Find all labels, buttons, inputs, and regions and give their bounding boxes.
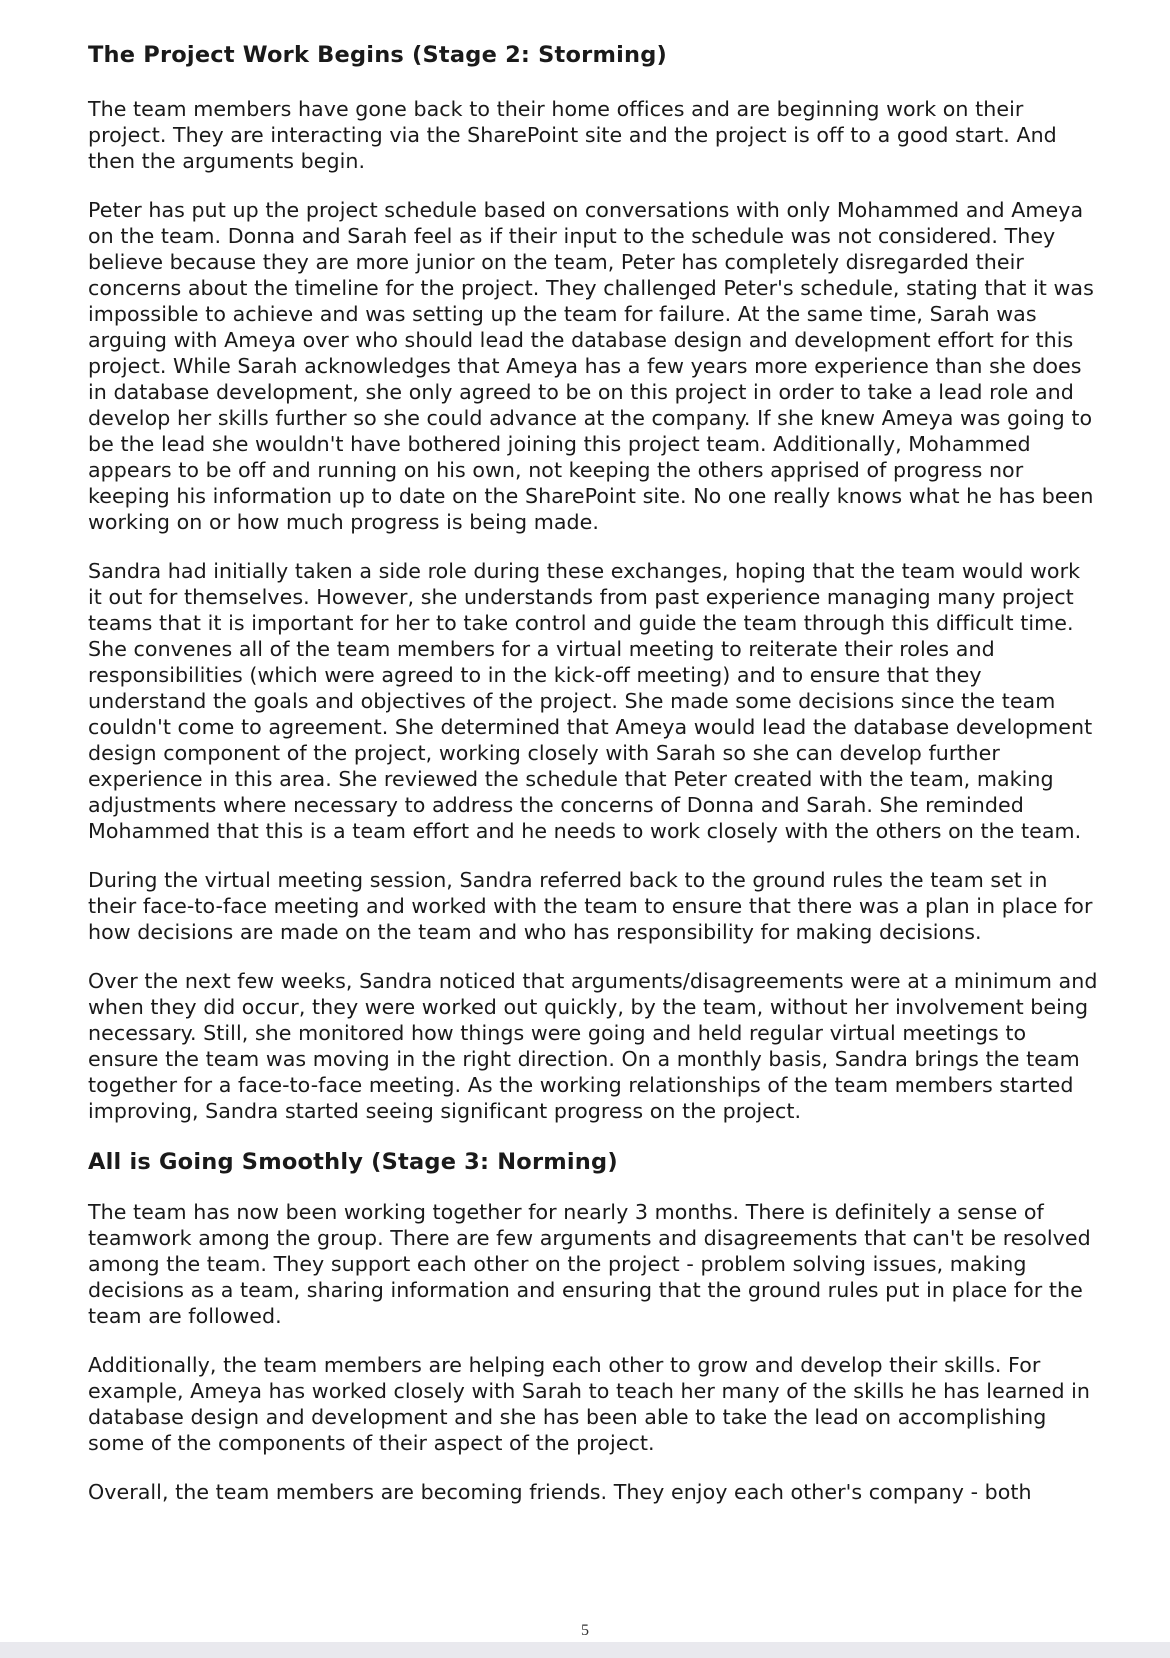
paragraph: During the virtual meeting session, Sandra referred back to the ground rules the team set in their face-to-face meeting and worked with the team to ensure that there was a plan in place for how decisions are made on the team and who has responsibility for making decisions. (88, 868, 1093, 944)
paragraph: Sandra had initially taken a side role during these exchanges, hoping that the team would work it out for themselves. However, she understands from past experience managing many project teams that it is important for her to take control and guide the team through this difficult time. She convenes all of the team members for a virtual meeting to reiterate their roles and responsibilities (which were agreed to in the kick-off meeting) and to ensure that they understand the goals and objectives of the project. She made some decisions since the team couldn't come to agreement. She determined that Ameya would lead the database development design component of the project, working closely with Sarah so she can develop further experience in this area. She reviewed the schedule that Peter created with the team, making adjustments where necessary to address the concerns of Donna and Sarah. She reminded Mohammed that this is a team effort and he needs to work closely with the others on the team. (88, 559, 1093, 843)
paragraph: Over the next few weeks, Sandra noticed that arguments/disagreements were at a minimum and when they did occur, they were worked out quickly, by the team, without her involvement being necessary. Still, she monitored how things were going and held regular virtual meetings to ensure the team was moving in the right direction. On a monthly basis, Sandra brings the team together for a face-to-face meeting. As the working relationships of the team members started improving, Sandra started seeing significant progress on the project. (88, 969, 1098, 1123)
page-number: 5 (581, 1622, 589, 1639)
paragraph: Additionally, the team members are helping each other to grow and develop their skills. For example, Ameya has worked closely with Sarah to teach her many of the skills he has learned in database design and development and she has been able to take the lead on accomplishing some of the components of their aspect of the project. (88, 1353, 1091, 1455)
paragraph: The team members have gone back to their home offices and are beginning work on their project. They are interacting via the SharePoint site and the project is off to a good start. And then the arguments begin. (88, 97, 1057, 173)
page-content (88, 40, 1098, 1528)
viewer-background (0, 1642, 1170, 1658)
section-heading-norming: All is Going Smoothly (Stage 3: Norming) (88, 1149, 618, 1175)
paragraph: The team has now been working together for nearly 3 months. There is definitely a sense of teamwork among the group. There are few arguments and disagreements that can't be resolved among the team. They support each other on the project - problem solving issues, making decisions as a team, sharing information and ensuring that the ground rules put in place for the team are followed. (88, 1200, 1091, 1328)
section-heading-storming: The Project Work Begins (Stage 2: Storming) (88, 42, 668, 68)
paragraph: Overall, the team members are becoming friends. They enjoy each other's company - both (88, 1480, 1032, 1504)
paragraph: Peter has put up the project schedule based on conversations with only Mohammed and Ameya on the team. Donna and Sarah feel as if their input to the schedule was not considered. They believe because they are more junior on the team, Peter has completely disregarded their concerns about the timeline for the project. They challenged Peter's schedule, stating that it was impossible to achieve and was setting up the team for failure. At the same time, Sarah was arguing with Ameya over who should lead the database design and development effort for this project. While Sarah acknowledges that Ameya has a few years more experience than she does in database development, she only agreed to be on this project in order to take a lead role and develop her skills further so she could advance at the company. If she knew Ameya was going to be the lead she wouldn't have bothered joining this project team. Additionally, Mohammed appears to be off and running on his own, not keeping the others apprised of progress nor keeping his information up to date on the SharePoint site. No one really knows what he has been working on or how much progress is being made. (88, 198, 1094, 534)
